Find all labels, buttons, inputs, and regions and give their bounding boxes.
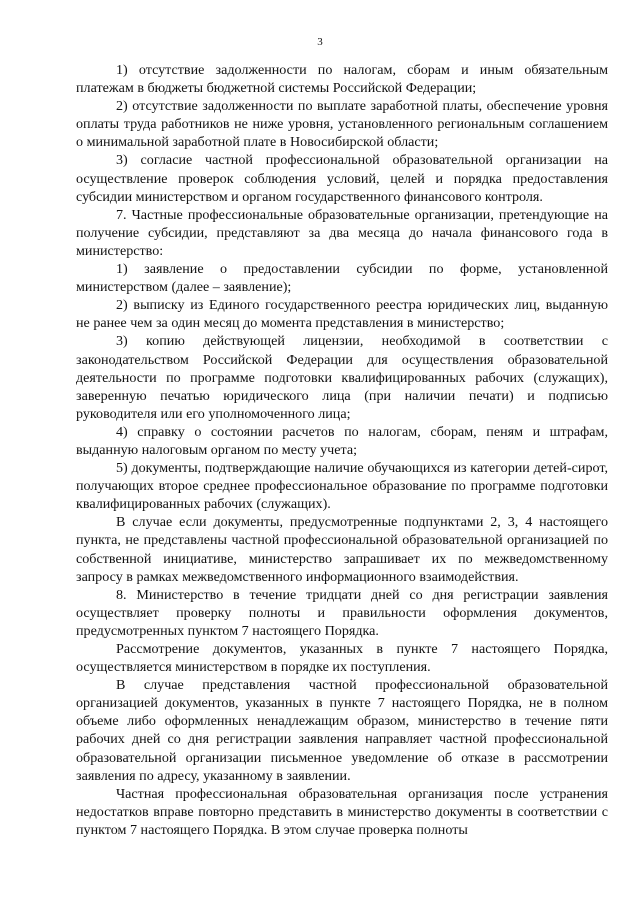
paragraph-7-note: В случае если документы, предусмотренные подпунктами 2, 3, 4 настоящего пункта, не представлены частной профессиональной образовательной организацией по собственной инициативе, министерство запрашивает их по межведомственному запросу в рамках межведомственного информационного взаимодействия. — [76, 514, 608, 585]
paragraph-7: 7. Частные профессиональные образовательные организации, претендующие на получение субсидии, представляют за два месяца до начала финансового года в министерство: — [76, 206, 608, 259]
paragraph-7-1: 1) заявление о предоставлении субсидии по форме, установленной министерством (далее – заявление); — [76, 261, 608, 296]
paragraph-7-4: 4) справку о состоянии расчетов по налогам, сборам, пеням и штрафам, выданную налоговым органом по месту учета; — [76, 423, 608, 458]
paragraph-1-3: 3) согласие частной профессиональной образовательной организации на осуществление проверок соблюдения условий, целей и порядка предоставления субсидии министерством и органом государственного финансового контроля. — [76, 152, 608, 205]
paragraph-1-2: 2) отсутствие задолженности по выплате заработной платы, обеспечение уровня оплаты труда работников не ниже уровня, установленного региональным соглашением о минимальной заработной плате в Новосибирской области; — [76, 98, 608, 151]
paragraph-7-5: 5) документы, подтверждающие наличие обучающихся из категории детей-сирот, получающих второе среднее профессиональное образование по программе подготовки квалифицированных рабочих (служащих). — [76, 460, 608, 513]
paragraph-7-2: 2) выписку из Единого государственного реестра юридических лиц, выданную не ранее чем за один месяц до момента представления в министерство; — [76, 297, 608, 332]
document-body — [76, 61, 608, 839]
paragraph-7-3: 3) копию действующей лицензии, необходимой в соответствии с законодательством Российской Федерации для осуществления образовательной деятельности по программе подготовки квалифицированных рабочих (служащих), заверенную печатью юридического лица (при наличии печати) и подписью руководителя или его уполномоченного лица; — [76, 333, 608, 422]
page-number: 3 — [317, 36, 323, 48]
paragraph-8-review: Рассмотрение документов, указанных в пункте 7 настоящего Порядка, осуществляется министерством в порядке их поступления. — [76, 641, 608, 676]
paragraph-8: 8. Министерство в течение тридцати дней со дня регистрации заявления осуществляет проверку полноты и правильности оформления документов, предусмотренных пунктом 7 настоящего Порядка. — [76, 586, 608, 639]
paragraph-8-refusal: В случае представления частной профессиональной образовательной организацией документов, указанных в пункте 7 настоящего Порядка, не в полном объеме либо оформленных ненадлежащим образом, министерство в течение пяти рабочих дней со дня регистрации заявления направляет частной профессиональной образовательной организации письменное уведомление об отказе в рассмотрении заявления по адресу, указанному в заявлении. — [76, 677, 608, 784]
paragraph-1-1: 1) отсутствие задолженности по налогам, сборам и иным обязательным платежам в бюджеты бюджетной системы Российской Федерации; — [76, 62, 608, 97]
paragraph-8-resubmission: Частная профессиональная образовательная организация после устранения недостатков вправе повторно представить в министерство документы в соответствии с пунктом 7 настоящего Порядка. В этом случае проверка полноты — [76, 785, 608, 838]
